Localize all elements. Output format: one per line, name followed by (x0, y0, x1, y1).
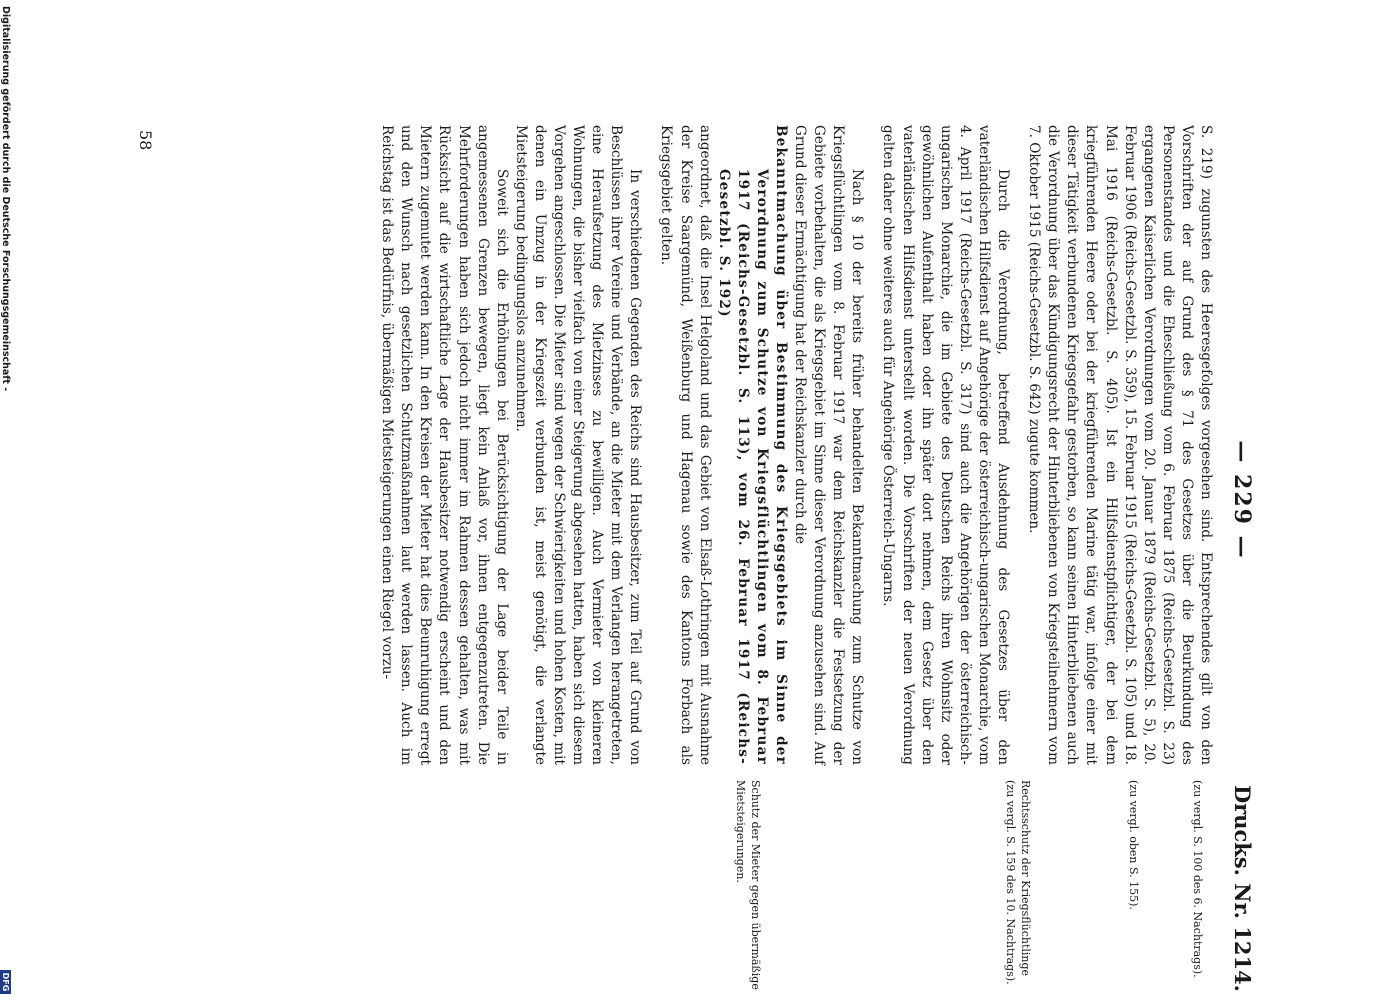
margin-note-nachtrag-6: (zu vergl. S. 100 des 6. Nachtrags). (1191, 780, 1204, 978)
paragraph-kriegsfluechtlinge: Nach § 10 der bereits früher behandelten Bekanntmachung zum Schutze von Kriegsflüchtlingen vom 8. Februar 1917 war dem Reichskanzler die Festsetzung der Gebiete vorbehalten, die als Kriegsgebiet im Sinne dieser Verordnung anzusehen sind. Auf Grund dieser Ermächtigung hat der Reichskanzler durch die (792, 125, 866, 765)
margin-note-seite-155: (zu vergl. oben S. 155). (1127, 780, 1140, 910)
paragraph-mietsteigerung: In verschiedenen Gegenden des Reichs sind Hausbesitzer, zum Teil auf Grund von Beschlüssen ihrer Vereine und Verbände, an die Mieter mit dem Verlangen herangetreten, eine Heraufsetzung des Mietzinses zu bewilligen. Auch Vermieter von kleineren Wohnungen, die bisher vielfach von einer Steigerung abgesehen hatten, haben sich diesem Vorgehen angeschlossen. Die Mieter sind wegen der Schwierigkeiten und hohen Kosten, mit denen ein Umzug in der Kriegszeit verbunden ist, meist genötigt, die verlangte Mietsteigerung bedingungslos anzunehmen. (512, 125, 644, 765)
margin-note-mieterschutz: Schutz der Mieter gegen übermäßige Mietsteigerungen. (734, 780, 762, 990)
page-number: — 229 — (1229, 440, 1255, 560)
footer-page-number: 58 (136, 130, 155, 151)
paragraph-heeresgefolge: S. 219) zugunsten des Heeresgefolges vorgesehen sind. Entsprechendes gilt von den Vorschriften der auf Grund des § 71 des Gesetzes über die Beurkundung des Personenstandes und die Eheschließung vom 6. Februar 1875 (Reichs-Gesetzbl. S. 23) ergangenen Kaiserlichen Verordnungen vom 20. Januar 1879 (Reichs-Gesetzbl. S. 5), 20. Februar 1906 (Reichs-Gesetzbl. S. 359), 15. Februar 1915 (Reichs-Gesetzbl. S. 105) und 18. Mai 1916 (Reichs-Gesetzbl. S. 405). Ist ein Hilfsdienstpflichtiger, der bei dem kriegführenden Heere oder bei der kriegführenden Marine tätig war, infolge einer mit dieser Tätigkeit verbundenen Kriegsgefahr gestorben, so kann seinen Hinterbliebenen auch die Verordnung über das Kündigungsrecht der Hinterbliebenen von Kriegsteilnehmern vom 7. Oktober 1915 (Reichs-Gesetzbl. S. 642) zugute kommen. (1026, 125, 1214, 765)
page-header (1225, 0, 1255, 1000)
digitization-footer (0, 0, 11, 1000)
paragraph-mieterschutz: Soweit sich die Erhöhungen bei Berücksichtigung der Lage beider Teile in angemessenen Grenzen bewegen, liegt kein Anlaß vor, ihnen entgegenzutreten. Die Mehrforderungen haben sich jedoch nicht immer im Rahmen dessen gehalten, was mit Rücksicht auf die wirtschaftliche Lage der Hausbesitzer notwendig erscheint und den Mietern zugemutet werden kann. In den Kreisen der Mieter hat dies Beunruhigung erregt und den Wunsch nach gesetzlichen Schutzmaßnahmen laut werden lassen. Auch im Reichstag ist das Bedürfnis, übermäßigen Mietsteigerungen einen Riegel vorzu- (379, 125, 510, 765)
ordinance-title: Bekanntmachung über Bestimmung des Kriegsgebiets im Sinne der Verordnung zum Schutze von Kriegsflüchtlingen vom 8. Februar 1917 (Reichs-Gesetzbl. S. 113), vom 26. Februar 1917 (Reichs-Gesetzbl. S. 192) (715, 125, 790, 765)
paragraph-oesterreich-ungarn: Durch die Verordnung, betreffend Ausdehnung des Gesetzes über den vaterländischen Hilfsdienst auf Angehörige der österreichisch-ungarischen Monarchie, vom 4. April 1917 (Reichs-Gesetzbl. S. 317) sind auch die Angehörigen der österreichisch-ungarischen Monarchie, die im Gebiete des Deutschen Reichs ihren Wohnsitz oder gewöhnlichen Aufenthalt haben oder ihn später dort nehmen, dem Gesetz über den vaterländischen Hilfsdienst unterstellt worden. Die Vorschriften der neuen Verordnung gelten daher ohne weiteres auch für Angehörige Österreich-Ungarns. (880, 125, 1012, 765)
margin-note-kriegsfluechtlinge: Rechtsschutz der Kriegsflüchtlinge (zu vergl. S. 159 des 10. Nachtrags). (1004, 780, 1032, 985)
paragraph-kriegsgebiet: angeordnet, daß die Insel Helgoland und das Gebiet von Elsaß-Lothringen mit Ausnahme der Kreise Saargemünd, Weißenburg und Hagenau sowie des Kantons Forbach als Kriegsgebiet gelten. (658, 125, 713, 765)
digitization-notice: Digitalisierung gefördert durch die Deutsche Forschungsgemeinschaft - (0, 6, 11, 392)
document-reference: Drucks. Nr. 1214. (1230, 784, 1255, 992)
dfg-logo-icon: DFG (0, 970, 11, 994)
main-text (175, 125, 1215, 765)
